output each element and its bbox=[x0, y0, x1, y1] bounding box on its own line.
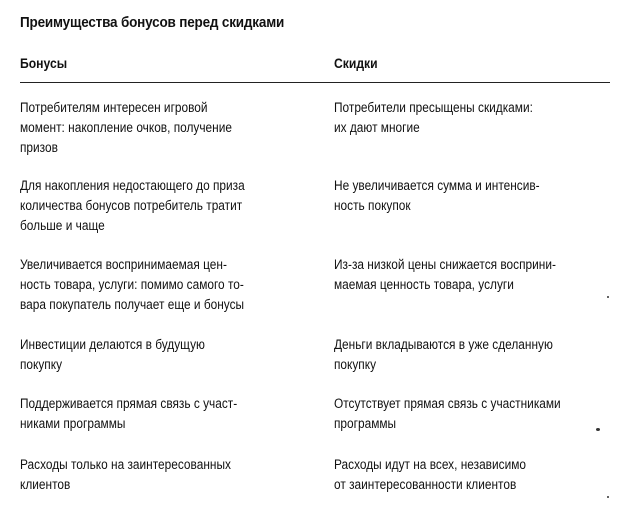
discount-cell-line: их дают многие bbox=[334, 120, 420, 135]
bonus-cell-3 bbox=[20, 255, 244, 315]
discount-cell-line: маемая ценность товара, услуги bbox=[334, 277, 514, 292]
bonus-cell-4 bbox=[20, 335, 205, 375]
column-header-bonuses: Бонусы bbox=[20, 56, 68, 71]
discount-cell-3 bbox=[334, 255, 556, 295]
bonus-cell-line: клиентов bbox=[20, 477, 71, 492]
discount-cell-line: от заинтересованности клиентов bbox=[334, 477, 517, 492]
discount-cell-6 bbox=[334, 455, 526, 495]
discount-cell-2 bbox=[334, 176, 540, 216]
bonus-cell-line: количества бонусов потребитель тратит bbox=[20, 198, 243, 213]
discount-cell-1 bbox=[334, 98, 533, 138]
bonus-cell-1 bbox=[20, 98, 232, 158]
bonus-cell-line: момент: накопление очков, получение bbox=[20, 120, 232, 135]
discount-cell-line: Расходы идут на всех, независимо bbox=[334, 457, 526, 472]
discount-cell-line: Из-за низкой цены снижается восприни- bbox=[334, 257, 556, 272]
bonus-cell-line: никами программы bbox=[20, 416, 126, 431]
bonus-cell-line: ность товара, услуги: помимо самого то- bbox=[20, 277, 244, 292]
table-title: Преимущества бонусов перед скидками bbox=[20, 14, 285, 31]
discount-cell-line: программы bbox=[334, 416, 397, 431]
bonus-cell-line: Расходы только на заинтересованных bbox=[20, 457, 231, 472]
bonus-cell-line: Поддерживается прямая связь с участ- bbox=[20, 396, 238, 411]
scan-speck bbox=[607, 296, 609, 298]
bonus-cell-line: Увеличивается воспринимаемая цен- bbox=[20, 257, 227, 272]
column-header-discounts: Скидки bbox=[334, 56, 378, 71]
bonus-cell-line: Потребителям интересен игровой bbox=[20, 100, 208, 115]
scan-speck bbox=[607, 496, 609, 498]
bonus-cell-line: Для накопления недостающего до приза bbox=[20, 178, 245, 193]
discount-cell-line: Отсутствует прямая связь с участниками bbox=[334, 396, 561, 411]
discount-cell-5 bbox=[334, 394, 561, 434]
discount-cell-line: Деньги вкладываются в уже сделанную bbox=[334, 337, 553, 352]
header-divider bbox=[20, 82, 610, 83]
discount-cell-line: Не увеличивается сумма и интенсив- bbox=[334, 178, 540, 193]
bonus-cell-line: покупку bbox=[20, 357, 63, 372]
bonus-cell-line: Инвестиции делаются в будущую bbox=[20, 337, 205, 352]
bonus-cell-line: больше и чаще bbox=[20, 218, 105, 233]
bonus-cell-2 bbox=[20, 176, 245, 236]
discount-cell-4 bbox=[334, 335, 553, 375]
discount-cell-line: покупку bbox=[334, 357, 377, 372]
bonus-cell-6 bbox=[20, 455, 231, 495]
bonus-cell-line: призов bbox=[20, 140, 58, 155]
discount-cell-line: Потребители пресыщены скидками: bbox=[334, 100, 533, 115]
discount-cell-line: ность покупок bbox=[334, 198, 411, 213]
scan-speck bbox=[596, 428, 600, 431]
bonus-cell-line: вара покупатель получает еще и бонусы bbox=[20, 297, 245, 312]
bonus-cell-5 bbox=[20, 394, 237, 434]
